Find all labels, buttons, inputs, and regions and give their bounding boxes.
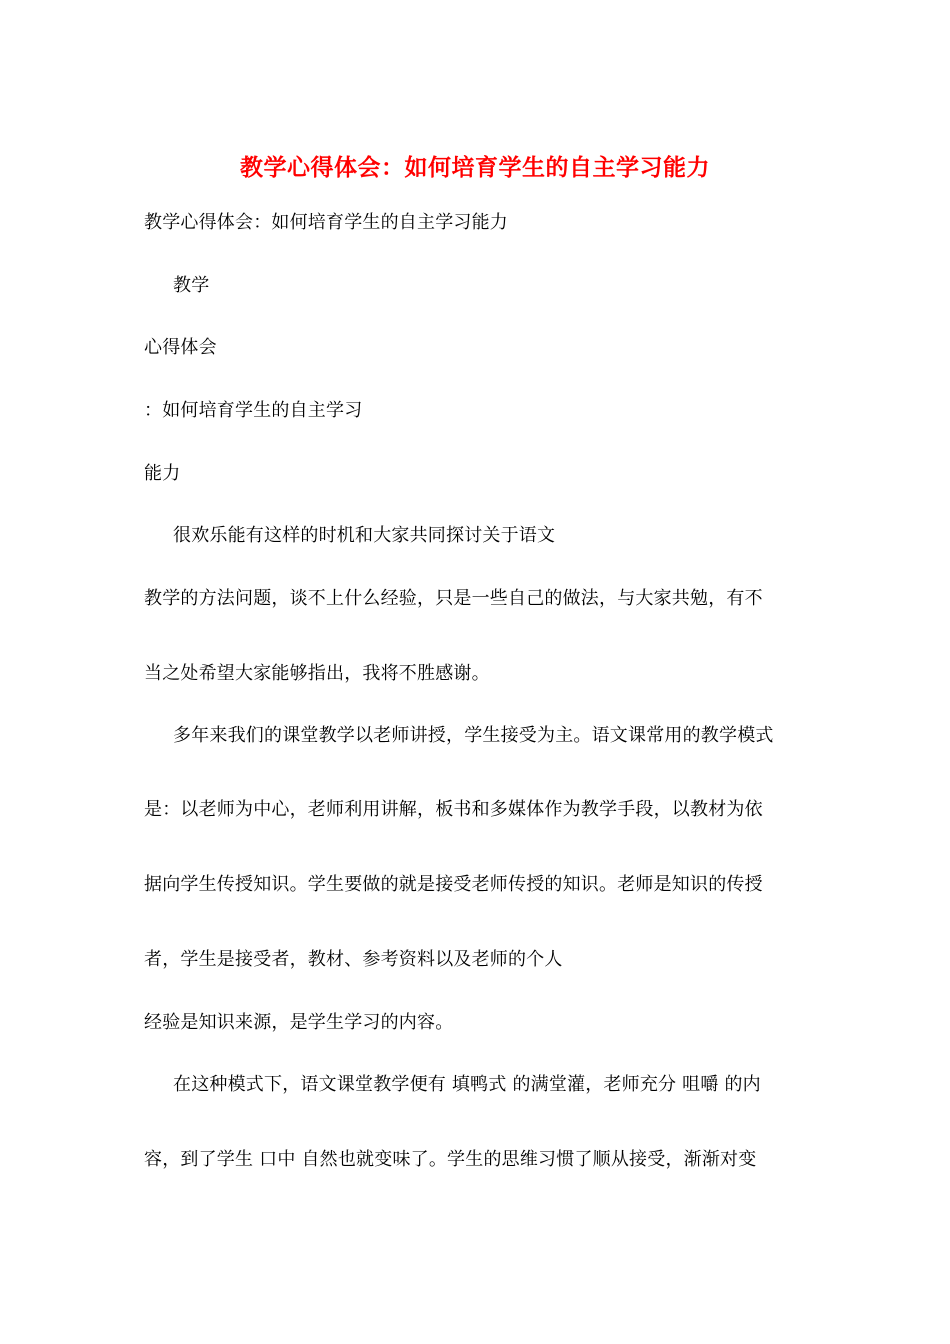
paragraph-line: 容，到了学生 口中 自然也就变味了。学生的思维习惯了顺从接受，渐渐对变	[144, 1149, 757, 1170]
text-line: 能力	[144, 463, 181, 484]
paragraph-line: 经验是知识来源，是学生学习的内容。	[144, 1012, 454, 1033]
text-line-subtitle: 教学心得体会：如何培育学生的自主学习能力	[144, 212, 508, 233]
text-line: 心得体会	[144, 337, 217, 358]
paragraph-line: 据向学生传授知识。学生要做的就是接受老师传授的知识。老师是知识的传授	[144, 874, 763, 895]
paragraph-line: 多年来我们的课堂教学以老师讲授，学生接受为主。语文课常用的教学模式	[173, 725, 774, 746]
paragraph-line: 教学的方法问题，谈不上什么经验，只是一些自己的做法，与大家共勉，有不	[144, 588, 763, 609]
paragraph-line: 很欢乐能有这样的时机和大家共同探讨关于语文	[173, 525, 556, 546]
paragraph-line: 是：以老师为中心，老师利用讲解，板书和多媒体作为教学手段，以教材为依	[144, 799, 763, 820]
text-line: 教学	[173, 275, 210, 296]
paragraph-line: 者，学生是接受者，教材、参考资料以及老师的个人	[144, 949, 563, 970]
text-line: ：如何培育学生的自主学习	[144, 400, 363, 421]
document-title: 教学心得体会：如何培育学生的自主学习能力	[240, 154, 710, 181]
paragraph-line: 当之处希望大家能够指出，我将不胜感谢。	[144, 663, 490, 684]
paragraph-line: 在这种模式下，语文课堂教学便有 填鸭式 的满堂灌，老师充分 咀嚼 的内	[173, 1074, 761, 1095]
